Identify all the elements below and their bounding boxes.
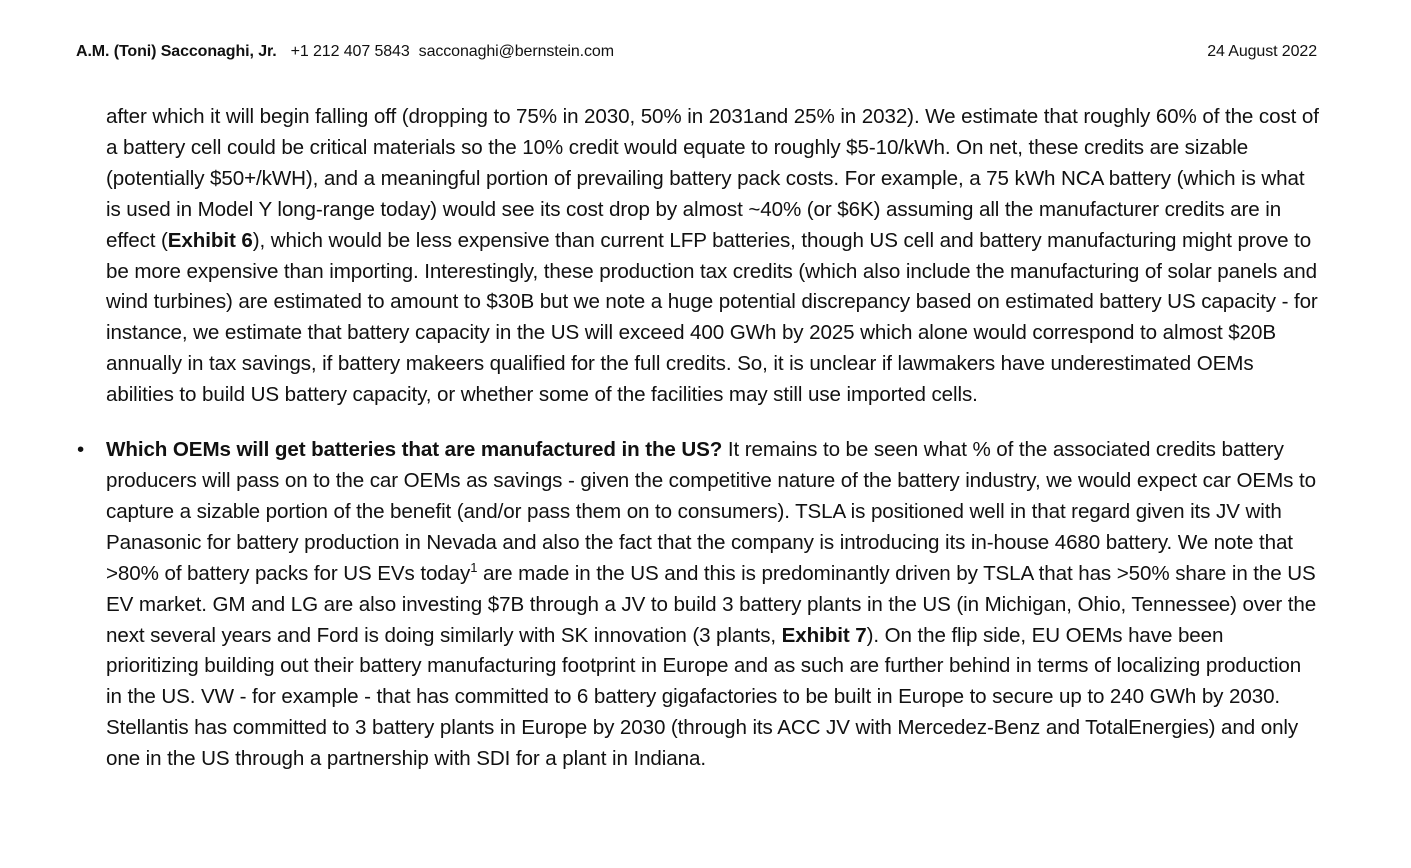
author-name: A.M. (Toni) Sacconaghi, Jr. [76, 43, 277, 60]
report-date: 24 August 2022 [1207, 43, 1317, 60]
exhibit-7-reference: Exhibit 7 [781, 623, 867, 647]
paragraph-text: after which it will begin falling off (dropping to 75% in 2030, 50% in 2031and 25% in 2032). We estimate that roughly 60% of the cost of a battery cell could be critical materials so the 10% credit would equate to roughly $5-10/kWh. On net, these credits are sizable (potentially $50+/kWH), and a meaningful portion of prevailing battery pack costs. For example, a 75 kWh NCA battery (which is what is used in Model Y long-range today) would see its cost drop by almost ~40% (or $6K) assuming all the manufacturer credits are in effect ( [106, 105, 1319, 252]
footnote-marker: 1 [470, 559, 478, 575]
bullet-heading: Which OEMs will get batteries that are manufactured in the US? [106, 438, 723, 462]
author-phone: +1 212 407 5843 [290, 43, 410, 60]
author-email: sacconaghi@bernstein.com [418, 43, 614, 60]
bullet-icon: • [77, 438, 85, 462]
bullet-text: ). On the flip side, EU OEMs have been prioritizing building out their battery manufacturing footprint in Europe and as such are further behind in terms of localizing production in the US. VW - for example - that has committed to 6 battery gigafactories to be built in Europe to secure up to 240 GWh by 2030. Stellantis has committed to 3 battery plants in Europe by 2030 (through its ACC JV with Mercedez-Benz and TotalEnergies) and only one in the US through a partnership with SDI for a plant in Indiana. [106, 623, 1302, 771]
bullet-text: are made in the US and this is predominantly driven by TSLA that has >50% share in the US EV market. GM and LG are also investing $7B through a JV to build 3 battery plants in the US (in Michigan, Ohio, Tennessee) over the next several years and Ford is doing similarly with SK innovation (3 plants, [106, 561, 1317, 647]
page-header [76, 40, 1317, 64]
paragraph-text: ), which would be less expensive than current LFP batteries, though US cell and battery manufacturing might prove to be more expensive than importing. Interestingly, these production tax credits (which also include the manufacturing of solar panels and wind turbines) are estimated to amount to $30B but we note a huge potential discrepancy based on estimated battery US capacity - for instance, we estimate that battery capacity in the US will exceed 400 GWh by 2025 which alone would correspond to almost $20B annually in tax savings, if battery makeers qualified for the full credits. So, it is unclear if lawmakers have underestimated OEMs abilities to build US battery capacity, or whether some of the facilities may still use imported cells. [106, 228, 1318, 407]
bullet-item-oems [77, 435, 1321, 775]
bullet-text: It remains to be seen what % of the associated credits battery producers will pass on to the car OEMs as savings - given the competitive nature of the battery industry, we would expect car OEMs to capture a sizable portion of the benefit (and/or pass them on to consumers). TSLA is positioned well in that regard given its JV with Panasonic for battery production in Nevada and also the fact that the company is introducing its in-house 4680 battery. We note that >80% of battery packs for US EVs today [106, 438, 1316, 585]
paragraph-credits [106, 102, 1321, 411]
author-info [76, 43, 614, 61]
exhibit-6-reference: Exhibit 6 [167, 228, 253, 252]
report-body [77, 102, 1321, 775]
